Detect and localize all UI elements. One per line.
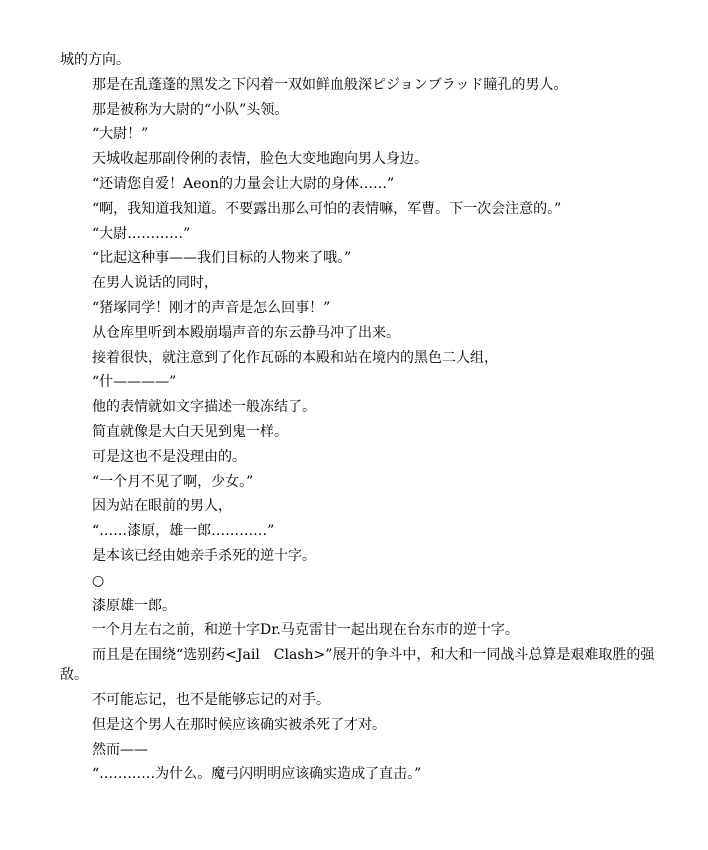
paragraph: 那是被称为大尉的“小队”头领。 bbox=[92, 101, 289, 118]
paragraph: 从仓库里听到本殿崩塌声音的东云静马冲了出来。 bbox=[92, 324, 400, 341]
paragraph: 接着很快，就注意到了化作瓦砾的本殿和站在境内的黑色二人组， bbox=[92, 349, 498, 366]
paragraph: “还请您自爱！Aeon的力量会让大尉的身体……” bbox=[92, 175, 395, 192]
document-page bbox=[60, 50, 660, 789]
paragraph: “……漆原，雄一郎…………” bbox=[92, 523, 275, 540]
paragraph: “…………为什么。魔弓闪明明应该确实造成了直击。” bbox=[92, 766, 422, 783]
paragraph: 然而—— bbox=[92, 741, 148, 758]
paragraph: “什————” bbox=[92, 374, 177, 391]
paragraph: 在男人说话的同时， bbox=[92, 275, 218, 292]
paragraph: 他的表情就如文字描述一般冻结了。 bbox=[92, 399, 316, 416]
paragraph: “一个月不见了啊，少女。” bbox=[92, 473, 254, 490]
paragraph: 但是这个男人在那时候应该确实被杀死了才对。 bbox=[92, 716, 386, 733]
paragraph: “猪塚同学！刚才的声音是怎么回事！” bbox=[92, 299, 331, 316]
paragraph: 可是这也不是没理由的。 bbox=[92, 448, 246, 465]
paragraph: 天城收起那副伶俐的表情，脸色大变地跑向男人身边。 bbox=[92, 151, 428, 168]
paragraph: “啊，我知道我知道。不要露出那么可怕的表情嘛，军曹。下一次会注意的。” bbox=[92, 200, 562, 217]
scene-break-mark: ○ bbox=[92, 572, 105, 589]
paragraph: “大尉！” bbox=[92, 126, 149, 143]
paragraph: 因为站在眼前的男人， bbox=[92, 498, 232, 515]
paragraph: 不可能忘记，也不是能够忘记的对手。 bbox=[92, 691, 330, 708]
paragraph: 是本该已经由她亲手杀死的逆十字。 bbox=[92, 547, 316, 564]
paragraph: 一个月左右之前，和逆十字Dr.马克雷甘一起出现在台东市的逆十字。 bbox=[92, 622, 519, 639]
paragraph: 城的方向。 bbox=[60, 52, 130, 68]
paragraph: 漆原雄一郎。 bbox=[92, 597, 176, 614]
paragraph: 那是在乱蓬蓬的黑发之下闪着一双如鲜血般深ピジョンブラッド瞳孔的男人。 bbox=[92, 76, 568, 93]
paragraph: 而且是在围绕“选别药<Jail Clash>”展开的争斗中，和大和一同战斗总算是艰难取胜的强敌。 bbox=[60, 647, 655, 684]
paragraph: “大尉…………” bbox=[92, 225, 191, 242]
paragraph: “比起这种事——我们目标的人物来了哦。” bbox=[92, 250, 352, 267]
paragraph: 简直就像是大白天见到鬼一样。 bbox=[92, 423, 288, 440]
